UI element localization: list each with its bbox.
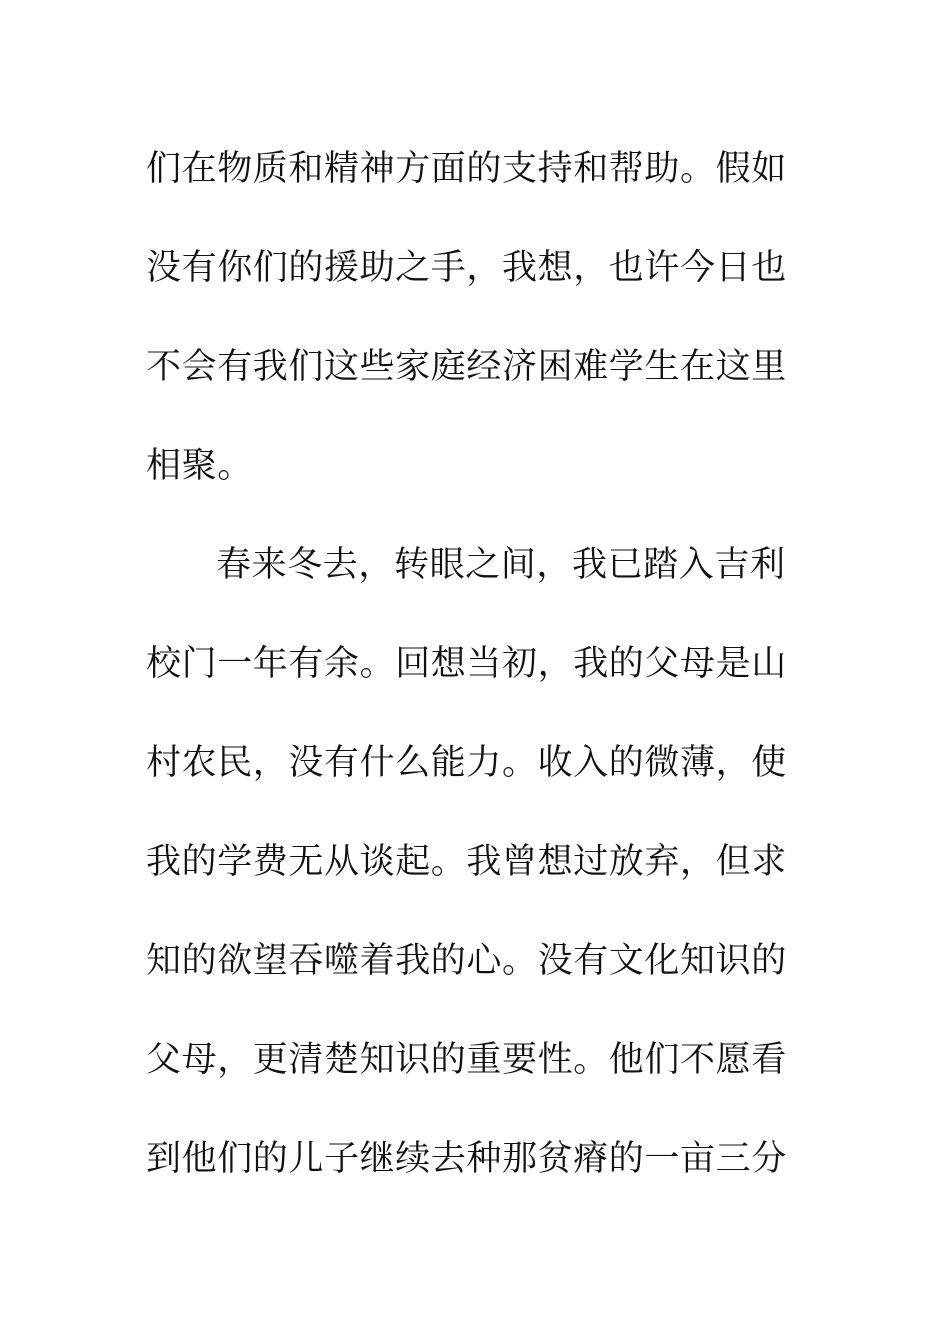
text-line: 到他们的儿子继续去种那贫瘠的一亩三分 [146, 1139, 787, 1179]
body-text [146, 120, 786, 1209]
text-line: 们在物质和精神方面的支持和帮助。假如 [146, 149, 787, 189]
paragraph-start-line: 春来冬去，转眼之间，我已踏入吉利 [216, 545, 786, 585]
text-line: 没有你们的援助之手，我想，也许今日也 [146, 248, 787, 288]
text-line: 父母，更清楚知识的重要性。他们不愿看 [146, 1040, 787, 1080]
text-line: 相聚。 [146, 446, 253, 486]
text-line: 知的欲望吞噬着我的心。没有文化知识的 [146, 941, 787, 981]
text-line: 校门一年有余。回想当初，我的父母是山 [146, 644, 787, 684]
text-line: 不会有我们这些家庭经济困难学生在这里 [146, 347, 787, 387]
text-line: 我的学费无从谈起。我曾想过放弃，但求 [146, 842, 787, 882]
text-line: 村农民，没有什么能力。收入的微薄，使 [146, 743, 787, 783]
